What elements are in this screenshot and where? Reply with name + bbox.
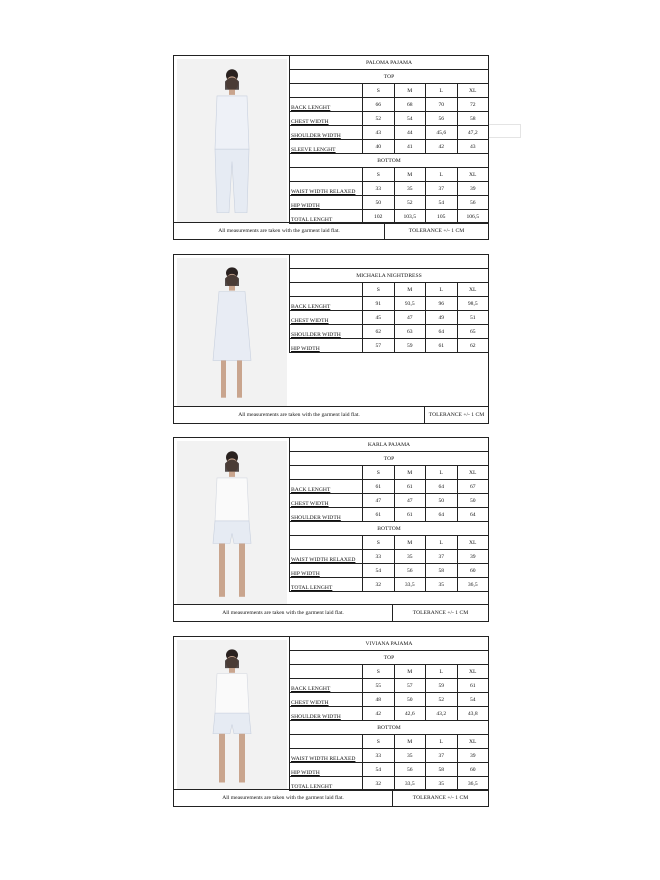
measurement-value: 61 (425, 339, 457, 352)
measurement-value: 54 (362, 564, 394, 577)
measurement-value: 68 (394, 98, 426, 111)
measurement-value: 32 (362, 777, 394, 790)
measurement-value: 60 (457, 564, 489, 577)
size-chart-paloma-pajama (173, 55, 489, 240)
table-row (290, 578, 488, 592)
measurement-label: TOTAL LENGHT (291, 784, 333, 790)
measurement-value: 57 (394, 679, 426, 692)
measurement-value: 65 (457, 325, 489, 338)
measurement-label: HIP WIDTH (291, 571, 320, 577)
product-photo (177, 441, 287, 605)
measurement-value: 33 (362, 550, 394, 563)
table-row (290, 564, 488, 578)
size-header: S (362, 665, 394, 678)
title-row (290, 56, 488, 70)
measurement-value: 42 (362, 707, 394, 720)
size-header: S (362, 168, 394, 181)
measurement-value: 67 (457, 480, 489, 493)
measurement-value: 72 (457, 98, 489, 111)
section-row (290, 70, 488, 84)
measurement-value: 45,6 (425, 126, 457, 139)
size-chart-karla-pajama (173, 437, 489, 622)
tolerance-note: TOLERANCE +/- 1 CM (392, 790, 488, 806)
header-blank (290, 283, 362, 296)
size-header-row (290, 665, 488, 679)
measurement-label: SHOULDER WIDTH (291, 515, 341, 521)
measurement-label: WAIST WIDTH RELAXED (291, 756, 356, 762)
measurement-label: BACK LENGHT (291, 487, 331, 493)
measurement-label: SLEEVE LENGHT (291, 147, 336, 153)
section-row (290, 721, 488, 735)
measurement-value: 103,5 (394, 210, 426, 223)
header-blank (290, 466, 362, 479)
size-chart-michaela-nightdress (173, 254, 489, 424)
size-header-row (290, 168, 488, 182)
measurement-label: HIP WIDTH (291, 203, 320, 209)
measurement-value: 52 (425, 693, 457, 706)
size-header: L (425, 536, 457, 549)
table-row (290, 182, 488, 196)
measurement-value: 50 (394, 693, 426, 706)
size-header: M (394, 466, 426, 479)
header-blank (290, 665, 362, 678)
measurement-value: 54 (394, 112, 426, 125)
measurement-value: 93,5 (394, 297, 426, 310)
section-row (290, 522, 488, 536)
measurement-value: 42,6 (394, 707, 426, 720)
measurement-value: 91 (362, 297, 394, 310)
measurement-value: 48 (362, 693, 394, 706)
measurement-value: 35 (425, 777, 457, 790)
measurement-value: 37 (425, 749, 457, 762)
table-row (290, 550, 488, 564)
measurement-value: 56 (394, 763, 426, 776)
size-header: L (425, 168, 457, 181)
measurement-value: 61 (457, 679, 489, 692)
measurement-value: 37 (425, 182, 457, 195)
size-header: S (362, 283, 394, 296)
measurement-value: 61 (394, 480, 426, 493)
size-table (289, 56, 488, 224)
measurement-label: TOTAL LENGHT (291, 217, 333, 223)
product-title: VIVIANA PAJAMA (365, 640, 413, 647)
measurement-label: SHOULDER WIDTH (291, 133, 341, 139)
title-row (290, 637, 488, 651)
size-header-row (290, 84, 488, 98)
measurement-label: SHOULDER WIDTH (291, 332, 341, 338)
section-row (290, 154, 488, 168)
size-header: M (394, 536, 426, 549)
measurement-label: BACK LENGHT (291, 686, 331, 692)
measurement-label: CHEST WIDTH (291, 700, 329, 706)
measurement-value: 47 (394, 494, 426, 507)
measurement-value: 42 (425, 140, 457, 153)
measurement-value: 58 (425, 564, 457, 577)
section-label: BOTTOM (377, 157, 401, 164)
size-header: XL (457, 466, 489, 479)
size-header: XL (457, 536, 489, 549)
measurement-value: 35 (394, 749, 426, 762)
measurement-value: 98,5 (457, 297, 489, 310)
measurement-value: 49 (425, 311, 457, 324)
measurement-label: SHOULDER WIDTH (291, 714, 341, 720)
table-row (290, 311, 488, 325)
measurement-value: 60 (457, 763, 489, 776)
section-label: TOP (383, 455, 395, 462)
size-header-row (290, 283, 488, 297)
measurement-label: BACK LENGHT (291, 105, 331, 111)
size-header: XL (457, 84, 489, 97)
measurement-value: 58 (425, 763, 457, 776)
table-row (290, 763, 488, 777)
measurement-value: 32 (362, 578, 394, 591)
section-row (290, 452, 488, 466)
product-photo (177, 258, 287, 407)
measurement-value: 105 (425, 210, 457, 223)
measurement-value: 59 (394, 339, 426, 352)
size-header: L (425, 665, 457, 678)
measurement-value: 61 (362, 508, 394, 521)
measurement-value: 35 (394, 550, 426, 563)
size-header: M (394, 283, 426, 296)
header-blank (290, 168, 362, 181)
table-row (290, 693, 488, 707)
measurement-value: 50 (425, 494, 457, 507)
size-header: M (394, 168, 426, 181)
section-row (290, 651, 488, 665)
measurement-note: All measurements are taken with the garment laid flat. (222, 610, 344, 616)
size-header: M (394, 665, 426, 678)
measurement-value: 50 (457, 494, 489, 507)
section-label: BOTTOM (377, 724, 401, 731)
measurement-value: 106,5 (457, 210, 489, 223)
measurement-value: 43 (362, 126, 394, 139)
title-row (290, 438, 488, 452)
section-label: TOP (383, 73, 395, 80)
size-header: S (362, 84, 394, 97)
measurement-value: 66 (362, 98, 394, 111)
table-row (290, 98, 488, 112)
header-blank (290, 735, 362, 748)
title-row (290, 269, 488, 283)
size-header: S (362, 466, 394, 479)
measurement-value: 58 (457, 112, 489, 125)
table-row (290, 339, 488, 353)
measurement-value: 55 (362, 679, 394, 692)
table-row (290, 140, 488, 154)
measurement-value: 63 (394, 325, 426, 338)
measurement-label: CHEST WIDTH (291, 119, 329, 125)
tolerance-note: TOLERANCE +/- 1 CM (392, 605, 488, 621)
table-row (290, 508, 488, 522)
measurement-value: 62 (362, 325, 394, 338)
measurement-value: 35 (425, 578, 457, 591)
measurement-value: 61 (394, 508, 426, 521)
measurement-value: 51 (457, 311, 489, 324)
table-row (290, 749, 488, 763)
size-chart-viviana-pajama (173, 636, 489, 807)
size-header: S (362, 536, 394, 549)
measurement-value: 44 (394, 126, 426, 139)
measurement-value: 64 (425, 325, 457, 338)
measurement-note: All measurements are taken with the garment laid flat. (218, 228, 340, 234)
size-header: L (425, 84, 457, 97)
measurement-value: 33 (362, 749, 394, 762)
measurement-value: 102 (362, 210, 394, 223)
footer-row (174, 604, 488, 621)
table-row (290, 196, 488, 210)
measurement-label: TOTAL LENGHT (291, 585, 333, 591)
measurement-value: 47 (394, 311, 426, 324)
measurement-value: 56 (457, 196, 489, 209)
footer-row (174, 222, 488, 239)
header-blank (290, 84, 362, 97)
size-header: XL (457, 735, 489, 748)
measurement-value: 57 (362, 339, 394, 352)
measurement-value: 70 (425, 98, 457, 111)
table-row (290, 112, 488, 126)
measurement-value: 39 (457, 182, 489, 195)
size-header: XL (457, 665, 489, 678)
product-photo (177, 640, 287, 790)
measurement-value: 61 (362, 480, 394, 493)
footer-row (174, 406, 488, 423)
measurement-value: 62 (457, 339, 489, 352)
measurement-value: 52 (394, 196, 426, 209)
measurement-value: 35 (394, 182, 426, 195)
measurement-note: All measurements are taken with the garment laid flat. (238, 412, 360, 418)
size-header-row (290, 536, 488, 550)
empty-cell (489, 124, 521, 138)
size-header: L (425, 283, 457, 296)
measurement-label: CHEST WIDTH (291, 318, 329, 324)
measurement-value: 64 (425, 508, 457, 521)
size-header: L (425, 466, 457, 479)
measurement-value: 54 (425, 196, 457, 209)
size-header-row (290, 466, 488, 480)
measurement-value: 43 (457, 140, 489, 153)
measurement-value: 50 (362, 196, 394, 209)
table-row (290, 325, 488, 339)
measurement-value: 47,2 (457, 126, 489, 139)
measurement-value: 59 (425, 679, 457, 692)
measurement-note: All measurements are taken with the garment laid flat. (222, 795, 344, 801)
measurement-value: 33 (362, 182, 394, 195)
measurement-value: 45 (362, 311, 394, 324)
table-row (290, 126, 488, 140)
measurement-label: CHEST WIDTH (291, 501, 329, 507)
measurement-label: WAIST WIDTH RELAXED (291, 557, 356, 563)
footer-row (174, 789, 488, 806)
size-table (289, 637, 488, 791)
measurement-value: 52 (362, 112, 394, 125)
size-header: S (362, 735, 394, 748)
size-header: M (394, 84, 426, 97)
section-label: BOTTOM (377, 525, 401, 532)
measurement-value: 37 (425, 550, 457, 563)
measurement-value: 56 (394, 564, 426, 577)
tolerance-note: TOLERANCE +/- 1 CM (424, 407, 488, 423)
size-header: XL (457, 283, 489, 296)
measurement-value: 96 (425, 297, 457, 310)
measurement-label: HIP WIDTH (291, 770, 320, 776)
measurement-value: 36,5 (457, 777, 489, 790)
measurement-value: 54 (362, 763, 394, 776)
size-header-row (290, 735, 488, 749)
size-header: M (394, 735, 426, 748)
measurement-value: 64 (425, 480, 457, 493)
measurement-label: HIP WIDTH (291, 346, 320, 352)
size-table (289, 255, 488, 353)
measurement-value: 39 (457, 749, 489, 762)
measurement-value: 43,2 (425, 707, 457, 720)
measurement-value: 40 (362, 140, 394, 153)
measurement-value: 33,5 (394, 777, 426, 790)
table-row (290, 297, 488, 311)
measurement-value: 56 (425, 112, 457, 125)
measurement-label: BACK LENGHT (291, 304, 331, 310)
empty-row (290, 255, 488, 269)
product-title: KARLA PAJAMA (367, 441, 411, 448)
section-label: TOP (383, 654, 395, 661)
table-row (290, 494, 488, 508)
measurement-label: WAIST WIDTH RELAXED (291, 189, 356, 195)
table-row (290, 480, 488, 494)
measurement-value: 41 (394, 140, 426, 153)
table-row (290, 707, 488, 721)
product-title: MICHAELA NIGHTDRESS (356, 272, 422, 279)
product-photo (177, 59, 287, 223)
measurement-value: 33,5 (394, 578, 426, 591)
table-row (290, 679, 488, 693)
measurement-value: 36,5 (457, 578, 489, 591)
header-blank (290, 536, 362, 549)
measurement-value: 54 (457, 693, 489, 706)
size-header: XL (457, 168, 489, 181)
measurement-value: 43,8 (457, 707, 489, 720)
tolerance-note: TOLERANCE +/- 1 CM (384, 223, 488, 239)
size-header: L (425, 735, 457, 748)
size-table (289, 438, 488, 592)
measurement-value: 47 (362, 494, 394, 507)
measurement-value: 64 (457, 508, 489, 521)
measurement-value: 39 (457, 550, 489, 563)
product-title: PALOMA PAJAMA (365, 59, 413, 66)
